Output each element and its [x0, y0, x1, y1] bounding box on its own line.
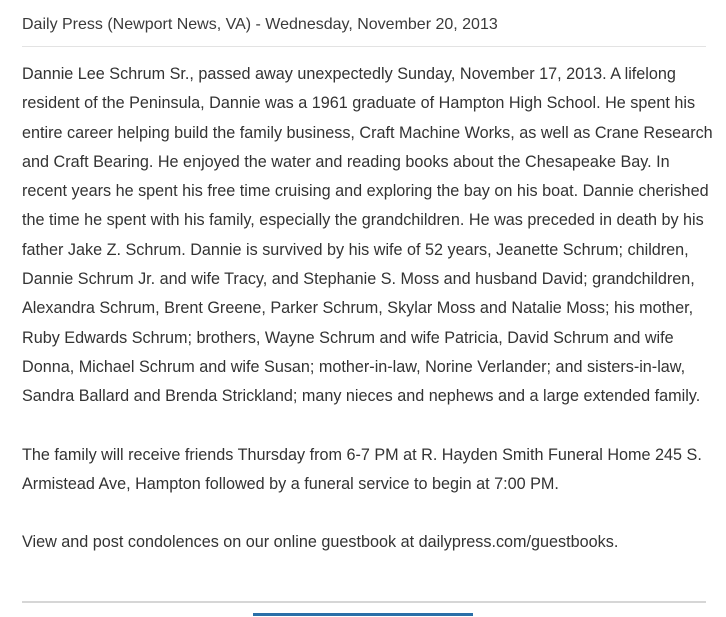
publication-source-line: Daily Press (Newport News, VA) - Wednesday, November 20, 2013	[22, 16, 498, 33]
accent-bar	[253, 613, 473, 616]
header-divider	[22, 46, 706, 47]
obituary-paragraph-guestbook: View and post condolences on our online guestbook at dailypress.com/guestbooks.	[22, 533, 619, 552]
obituary-body	[22, 60, 714, 586]
footer-divider	[22, 601, 706, 603]
obituary-paragraph-biography: Dannie Lee Schrum Sr., passed away unexpectedly Sunday, November 17, 2013. A lifelong resident of the Peninsula, Dannie was a 1961 graduate of Hampton High School. He spent his entire career helping build the family business, Craft Machine Works, as well as Crane Research and Craft Bearing. He enjoyed the water and reading books about the Chesapeake Bay. In recent years he spent his free time cruising and exploring the bay on his boat. Dannie cherished the time he spent with his family, especially the grandchildren. He was preceded in death by his father Jake Z. Schrum. Dannie is survived by his wife of 52 years, Jeanette Schrum; children, Dannie Schrum Jr. and wife Tracy, and Stephanie S. Moss and husband David; grandchildren, Alexandra Schrum, Brent Greene, Parker Schrum, Skylar Moss and Natalie Moss; his mother, Ruby Edwards Schrum; brothers, Wayne Schrum and wife Patricia, David Schrum and wife Donna, Michael Schrum and wife Susan; mother-in-law, Norine Verlander; and sisters-in-law, Sandra Ballard and Brenda Strickland; many nieces and nephews and a large extended family.	[22, 65, 713, 406]
obituary-paragraph-service-details: The family will receive friends Thursday from 6-7 PM at R. Hayden Smith Funeral Home 245 S. Armistead Ave, Hampton followed by a funeral service to begin at 7:00 PM.	[22, 445, 702, 493]
